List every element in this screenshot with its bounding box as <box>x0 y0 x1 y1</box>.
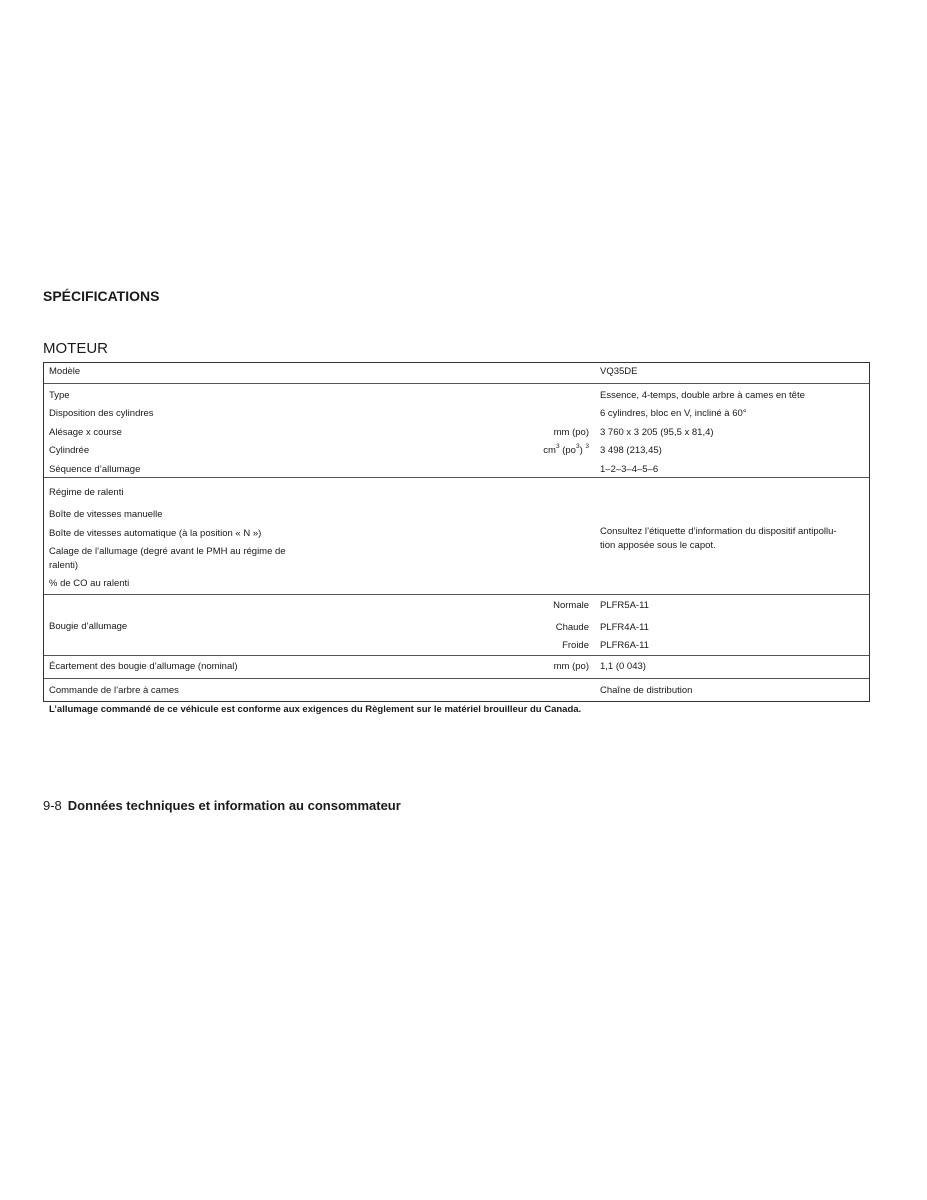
row-label: Régime de ralenti <box>49 487 124 498</box>
unit-sup: 3 <box>585 443 589 451</box>
row-label: Type <box>49 390 70 401</box>
row-unit: Chaude <box>555 622 589 633</box>
row-value: 3 760 x 3 205 (95,5 x 81,4) <box>600 426 714 438</box>
row-sequence <box>44 461 869 479</box>
section-heading: SPÉCIFICATIONS <box>43 288 160 304</box>
row-commande <box>44 679 869 697</box>
spark-plug-section <box>44 595 869 656</box>
row-label: Séquence d’allumage <box>49 463 141 475</box>
row-label: ralenti) <box>49 560 79 571</box>
row-unit <box>543 445 589 456</box>
row-unit: Normale <box>553 600 589 611</box>
unit-sup: 3 <box>555 443 560 451</box>
compliance-footnote: L’allumage commandé de ce véhicule est conforme aux exigences du Règlement sur le matériel brouilleur du Canada. <box>49 704 582 715</box>
footer-title: Données techniques et information au consommateur <box>67 798 401 813</box>
row-value: Chaîne de distribution <box>600 685 693 696</box>
unit-close: ) <box>579 445 586 457</box>
row-value: PLFR4A-11 <box>600 622 649 633</box>
row-value: 1–2–3–4–5–6 <box>600 463 659 475</box>
general-section <box>44 384 869 478</box>
camshaft-section <box>44 679 869 701</box>
row-label: Calage de l’allumage (degré avant le PMH au régime de <box>49 546 286 557</box>
row-modele <box>44 363 869 381</box>
row-label: Disposition des cylindres <box>49 408 154 420</box>
row-label: Modèle <box>49 366 81 377</box>
row-value: VQ35DE <box>600 366 638 377</box>
row-label: Commande de l’arbre à cames <box>49 685 179 696</box>
row-value: Essence, 4-temps, double arbre à cames en tête <box>600 390 805 401</box>
engine-spec-table <box>43 362 870 702</box>
note-line: tion apposée sous le capot. <box>600 540 716 551</box>
row-label: Boîte de vitesses automatique (à la position « N ») <box>49 528 262 539</box>
row-value: PLFR6A-11 <box>600 640 649 651</box>
gap-section <box>44 656 869 679</box>
row-type <box>44 387 869 405</box>
row-label: % de CO au ralenti <box>49 578 130 589</box>
unit-cm: cm <box>543 445 556 457</box>
row-label: Cylindrée <box>49 445 90 457</box>
unit-po: (po <box>559 445 576 457</box>
engine-subheading: MOTEUR <box>43 340 108 357</box>
row-ecartement <box>44 656 869 674</box>
row-alesage <box>44 424 869 442</box>
page-footer <box>43 798 401 813</box>
row-value: 1,1 (0 043) <box>600 661 646 672</box>
unit-sup: 3 <box>575 443 580 451</box>
row-value: PLFR5A-11 <box>600 600 649 611</box>
page-number: 9-8 <box>43 798 62 813</box>
row-label: Écartement des bougie d’allumage (nominal) <box>49 661 238 672</box>
row-disposition <box>44 405 869 423</box>
idle-section <box>44 478 869 595</box>
emission-label-note <box>600 525 860 553</box>
row-unit: mm (po) <box>553 426 589 438</box>
row-unit: Froide <box>562 640 589 651</box>
row-label: Alésage x course <box>49 426 122 438</box>
row-value: 3 498 (213,45) <box>600 445 662 457</box>
row-cylindree <box>44 442 869 460</box>
note-line: Consultez l’étiquette d’information du dispositif antipollu- <box>600 526 837 537</box>
row-value: 6 cylindres, bloc en V, incliné à 60° <box>600 408 747 420</box>
row-unit: mm (po) <box>553 661 589 672</box>
row-label: Bougie d’allumage <box>49 621 128 632</box>
row-label: Boîte de vitesses manuelle <box>49 509 163 520</box>
model-section <box>44 363 869 384</box>
